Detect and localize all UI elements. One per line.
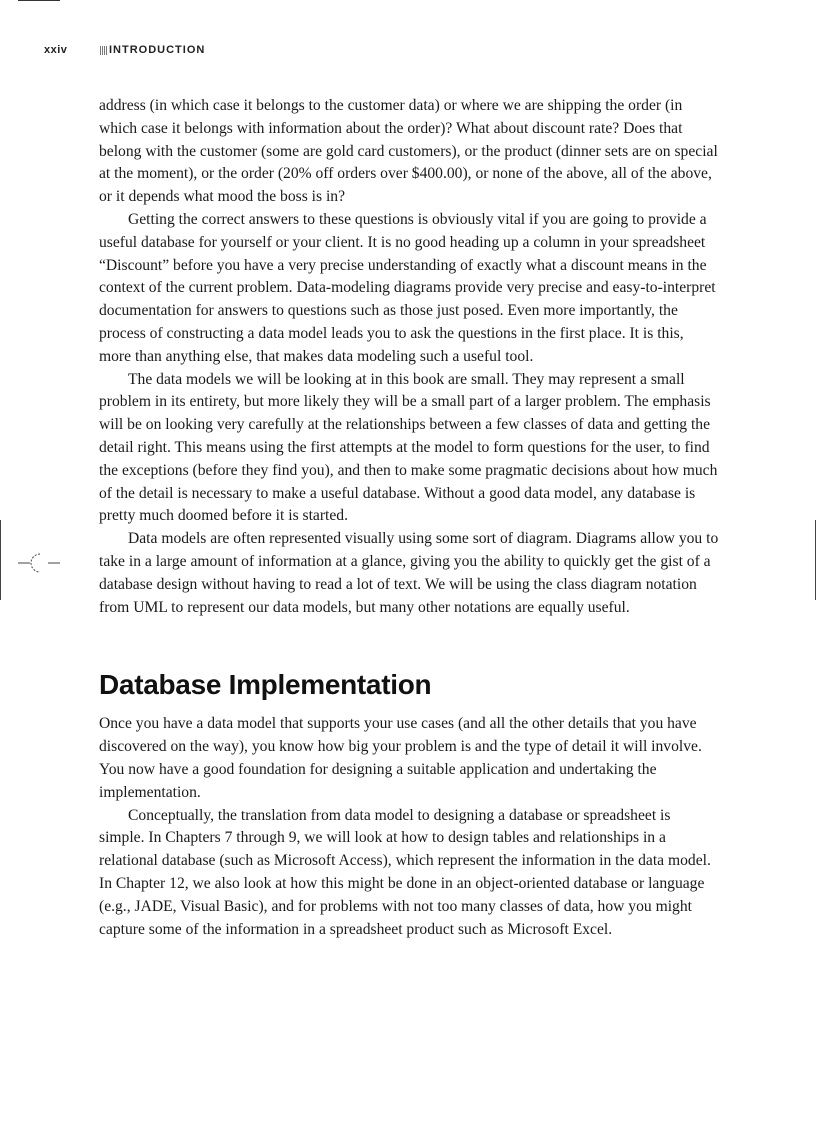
body-paragraph: address (in which case it belongs to the customer data) or where we are shipping the order (in which case it belongs with information about the order)? What about discount rate? Does that belong with the customer (some are gold card customers), or the product (dinner sets are on special at the moment), or the order (20% off orders over $400.00), or none of the above, all of the above, or it depends what mood the boss is in?: [99, 97, 718, 206]
page-body: [99, 95, 719, 941]
crop-mark-top: [18, 0, 60, 1]
body-paragraph: Getting the correct answers to these questions is obviously vital if you are going to provide a useful database for yourself or your client. It is no good heading up a column in your spreadsheet “Discount” before you have a very precise understanding of exactly what a discount means in the context of the current problem. Data-modeling diagrams provide very precise and easy-to-interpret documentation for answers to questions such as those just posed. Even more importantly, the process of constructing a data model leads you to ask the questions in the first place. It is this, more than anything else, that makes data modeling such a useful tool.: [99, 210, 716, 365]
body-paragraph: The data models we will be looking at in this book are small. They may represent a small problem in its entirety, but more likely they will be a small part of a larger problem. The emphasis will be on looking very carefully at the relationships between a few classes of data and getting the detail right. This means using the first attempts at the model to form questions for the user, to find the exceptions (before they find you), and then to make some pragmatic decisions about how much of the detail is necessary to make a useful database. Without a good data model, any database is pretty much doomed before it is started.: [99, 370, 718, 525]
page-number: xxiv: [44, 44, 68, 56]
registration-mark-icon: [18, 552, 60, 574]
header-bar-icon: [100, 46, 107, 55]
running-section-title: INTRODUCTION: [109, 44, 206, 56]
crop-mark-left: [0, 520, 1, 600]
running-header: [44, 44, 205, 56]
body-paragraph: Conceptually, the translation from data model to designing a database or spreadsheet is simple. In Chapters 7 through 9, we will look at how to design tables and relationships in a relational database (such as Microsoft Access), which represent the information in the data model. In Chapter 12, we also look at how this might be done in an object-oriented database or language (e.g., JADE, Visual Basic), and for problems with not too many classes of data, how you might capture some of the information in a spreadsheet product such as Microsoft Excel.: [99, 806, 711, 938]
section-heading: Database Implementation: [99, 669, 432, 701]
body-paragraph: Once you have a data model that supports your use cases (and all the other details that you have discovered on the way), you know how big your problem is and the type of detail it will involve. You now have a good foundation for designing a suitable application and undertaking the implementation.: [99, 715, 702, 801]
body-paragraph: Data models are often represented visually using some sort of diagram. Diagrams allow you to take in a large amount of information at a glance, giving you the ability to quickly get the gist of a database design without having to read a lot of text. We will be using the class diagram notation from UML to represent our data models, but many other notations are equally useful.: [99, 530, 719, 616]
